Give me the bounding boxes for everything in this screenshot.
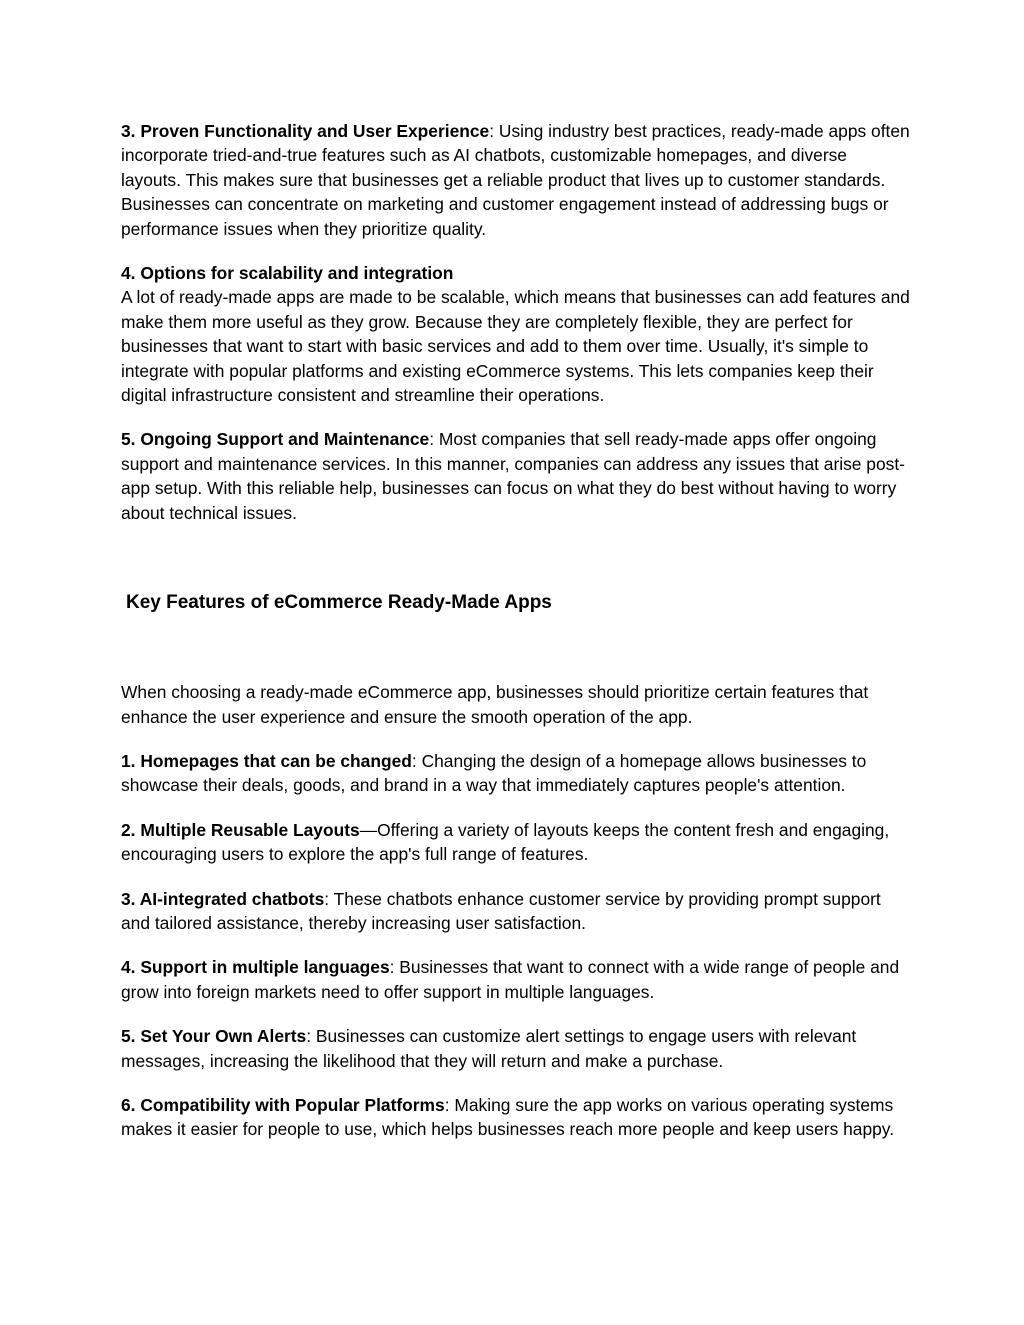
feature-title: 4. Support in multiple languages	[121, 957, 390, 978]
feature-languages	[121, 955, 911, 1004]
feature-title: 6. Compatibility with Popular Platforms	[121, 1094, 445, 1115]
feature-body: Making sure the app works on various operating systems makes it easier for people to use, which helps businesses reach more people and keep users happy.	[121, 1094, 895, 1140]
section-body: Most companies that sell ready-made apps offer ongoing support and maintenance services. In this manner, companies can address any issues that arise post-app setup. With this reliable help, businesses can focus on what they do best without having to worry about technical issues.	[121, 429, 905, 523]
feature-chatbots	[121, 887, 911, 936]
feature-separator: :	[306, 1026, 316, 1047]
section-body: Using industry best practices, ready-made apps often incorporate tried-and-true features such as AI chatbots, customizable homepages, and diverse layouts. This makes sure that businesses get a reliable product that lives up to customer standards. Businesses can concentrate on marketing and customer engagement instead of addressing bugs or performance issues when they prioritize quality.	[121, 121, 910, 239]
feature-title: 5. Set Your Own Alerts	[121, 1026, 307, 1047]
section-separator: :	[489, 121, 499, 141]
feature-body: Offering a variety of layouts keeps the content fresh and engaging, encouraging users to explore the app's full range of features.	[121, 819, 890, 865]
section-title: 3. Proven Functionality and User Experience	[121, 121, 490, 141]
section-title: 4. Options for scalability and integration	[121, 263, 454, 284]
feature-separator: —	[359, 819, 378, 840]
feature-separator: :	[389, 957, 400, 978]
feature-body: Changing the design of a homepage allows businesses to showcase their deals, goods, and brand in a way that immediately captures people's attention.	[121, 750, 867, 796]
features-intro: When choosing a ready-made eCommerce app, businesses should prioritize certain features that enhance the user experience and ensure the smooth operation of the app.	[121, 682, 869, 727]
feature-separator: :	[324, 888, 334, 909]
feature-homepages	[121, 749, 911, 798]
section-separator: :	[429, 429, 439, 450]
section-proven-functionality	[121, 119, 911, 241]
section-title: 5. Ongoing Support and Maintenance	[121, 429, 430, 450]
feature-separator: :	[444, 1094, 455, 1115]
key-features-heading: Key Features of eCommerce Ready-Made Apps	[126, 592, 552, 614]
feature-body: Businesses that want to connect with a wide range of people and grow into foreign markets need to offer support in multiple languages.	[121, 957, 900, 1002]
feature-layouts	[121, 818, 911, 867]
document-page	[121, 119, 911, 1142]
feature-alerts	[121, 1024, 911, 1073]
feature-title: 2. Multiple Reusable Layouts	[121, 819, 360, 840]
section-body-scalability: A lot of ready-made apps are made to be scalable, which means that businesses can add features and make them more useful as they grow. Because they are completely flexible, they are perfect for businesses that want to start with basic services and add to them over time. Usually, it's simple to integrate with popular platforms and existing eCommerce systems. This lets companies keep their digital infrastructure consistent and streamline their operations.	[121, 287, 910, 406]
feature-body: Businesses can customize alert settings to engage users with relevant messages, increasing the likelihood that they will return and make a purchase.	[121, 1026, 857, 1071]
section-title-scalability	[121, 261, 911, 285]
feature-separator: :	[411, 750, 422, 771]
feature-compatibility	[121, 1093, 911, 1142]
feature-body: These chatbots enhance customer service by providing prompt support and tailored assistance, thereby increasing user satisfaction.	[121, 888, 881, 933]
section-ongoing-support	[121, 427, 911, 525]
feature-title: 3. AI-integrated chatbots	[121, 888, 325, 909]
feature-title: 1. Homepages that can be changed	[121, 750, 412, 771]
